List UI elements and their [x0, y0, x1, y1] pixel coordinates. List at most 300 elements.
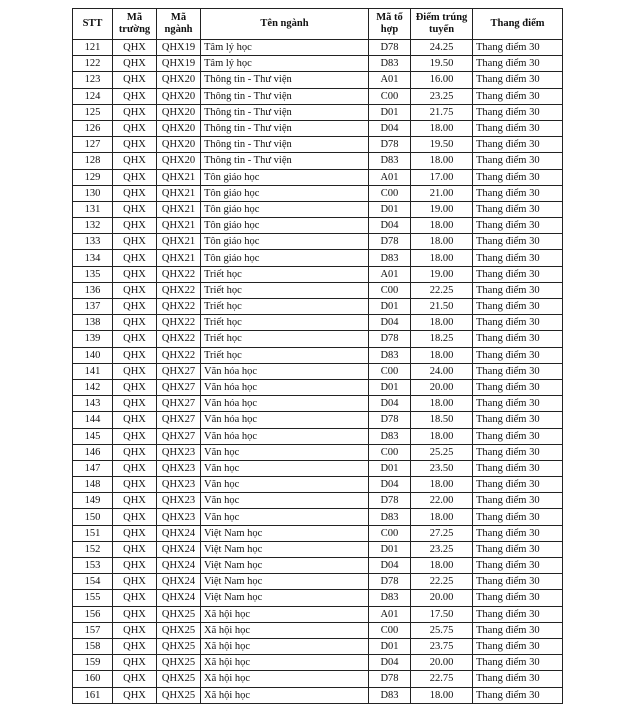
table-row: [73, 655, 563, 671]
cell-admission-score: 22.25: [411, 282, 473, 298]
table-row: [73, 412, 563, 428]
cell-score-scale: Thang điểm 30: [473, 477, 563, 493]
cell-subject-group: A01: [369, 606, 411, 622]
cell-subject-group: D78: [369, 234, 411, 250]
table-row: [73, 477, 563, 493]
cell-major-code: QHX24: [157, 541, 201, 557]
cell-major-code: QHX24: [157, 525, 201, 541]
cell-score-scale: Thang điểm 30: [473, 558, 563, 574]
cell-stt: 126: [73, 120, 113, 136]
cell-major-name: Xã hội học: [201, 687, 369, 703]
cell-school-code: QHX: [113, 250, 157, 266]
cell-major-name: Thông tin - Thư viện: [201, 137, 369, 153]
cell-score-scale: Thang điểm 30: [473, 266, 563, 282]
cell-stt: 140: [73, 347, 113, 363]
table-row: [73, 250, 563, 266]
cell-major-code: QHX27: [157, 379, 201, 395]
table-row: [73, 299, 563, 315]
cell-subject-group: D01: [369, 379, 411, 395]
cell-subject-group: D83: [369, 509, 411, 525]
cell-major-name: Văn học: [201, 444, 369, 460]
cell-major-code: QHX21: [157, 169, 201, 185]
cell-major-name: Triết học: [201, 347, 369, 363]
cell-admission-score: 19.00: [411, 266, 473, 282]
cell-major-name: Văn hóa học: [201, 428, 369, 444]
cell-admission-score: 18.00: [411, 558, 473, 574]
cell-school-code: QHX: [113, 153, 157, 169]
cell-school-code: QHX: [113, 638, 157, 654]
cell-admission-score: 18.00: [411, 396, 473, 412]
cell-major-code: QHX23: [157, 493, 201, 509]
cell-major-code: QHX23: [157, 444, 201, 460]
cell-score-scale: Thang điểm 30: [473, 509, 563, 525]
table-row: [73, 120, 563, 136]
cell-admission-score: 23.50: [411, 460, 473, 476]
cell-admission-score: 18.00: [411, 218, 473, 234]
cell-major-name: Xã hội học: [201, 655, 369, 671]
cell-admission-score: 16.00: [411, 72, 473, 88]
cell-major-code: QHX22: [157, 315, 201, 331]
cell-major-code: QHX19: [157, 56, 201, 72]
cell-major-name: Xã hội học: [201, 606, 369, 622]
cell-major-code: QHX20: [157, 120, 201, 136]
cell-school-code: QHX: [113, 40, 157, 56]
cell-major-code: QHX23: [157, 509, 201, 525]
table-body: [73, 40, 563, 704]
cell-stt: 125: [73, 104, 113, 120]
cell-subject-group: D83: [369, 347, 411, 363]
cell-school-code: QHX: [113, 379, 157, 395]
cell-school-code: QHX: [113, 282, 157, 298]
cell-admission-score: 21.75: [411, 104, 473, 120]
cell-major-code: QHX24: [157, 590, 201, 606]
cell-score-scale: Thang điểm 30: [473, 72, 563, 88]
cell-school-code: QHX: [113, 509, 157, 525]
cell-score-scale: Thang điểm 30: [473, 315, 563, 331]
table-row: [73, 282, 563, 298]
cell-score-scale: Thang điểm 30: [473, 606, 563, 622]
cell-major-code: QHX25: [157, 655, 201, 671]
cell-major-name: Văn hóa học: [201, 363, 369, 379]
cell-subject-group: D04: [369, 120, 411, 136]
cell-major-code: QHX25: [157, 687, 201, 703]
cell-stt: 128: [73, 153, 113, 169]
cell-school-code: QHX: [113, 234, 157, 250]
header-major-name: Tên ngành: [201, 9, 369, 40]
cell-major-name: Văn học: [201, 509, 369, 525]
cell-admission-score: 25.75: [411, 622, 473, 638]
header-score-scale: Thang điểm: [473, 9, 563, 40]
cell-major-name: Thông tin - Thư viện: [201, 120, 369, 136]
table-row: [73, 460, 563, 476]
cell-major-name: Xã hội học: [201, 638, 369, 654]
cell-score-scale: Thang điểm 30: [473, 137, 563, 153]
cell-subject-group: D01: [369, 104, 411, 120]
cell-score-scale: Thang điểm 30: [473, 56, 563, 72]
cell-major-name: Tôn giáo học: [201, 250, 369, 266]
cell-subject-group: D01: [369, 299, 411, 315]
cell-stt: 156: [73, 606, 113, 622]
cell-score-scale: Thang điểm 30: [473, 590, 563, 606]
table-row: [73, 444, 563, 460]
cell-stt: 129: [73, 169, 113, 185]
cell-score-scale: Thang điểm 30: [473, 153, 563, 169]
cell-school-code: QHX: [113, 444, 157, 460]
cell-subject-group: C00: [369, 282, 411, 298]
cell-major-name: Tâm lý học: [201, 56, 369, 72]
cell-school-code: QHX: [113, 218, 157, 234]
cell-admission-score: 18.00: [411, 250, 473, 266]
cell-major-code: QHX25: [157, 638, 201, 654]
cell-subject-group: D78: [369, 331, 411, 347]
cell-stt: 134: [73, 250, 113, 266]
cell-stt: 154: [73, 574, 113, 590]
cell-admission-score: 24.25: [411, 40, 473, 56]
cell-subject-group: D83: [369, 428, 411, 444]
cell-admission-score: 19.50: [411, 56, 473, 72]
cell-major-code: QHX20: [157, 72, 201, 88]
cell-stt: 160: [73, 671, 113, 687]
table-row: [73, 266, 563, 282]
cell-major-name: Triết học: [201, 266, 369, 282]
cell-admission-score: 18.00: [411, 509, 473, 525]
cell-admission-score: 25.25: [411, 444, 473, 460]
cell-stt: 146: [73, 444, 113, 460]
cell-major-name: Việt Nam học: [201, 574, 369, 590]
cell-score-scale: Thang điểm 30: [473, 201, 563, 217]
cell-score-scale: Thang điểm 30: [473, 460, 563, 476]
cell-school-code: QHX: [113, 363, 157, 379]
cell-admission-score: 23.75: [411, 638, 473, 654]
table-row: [73, 363, 563, 379]
cell-subject-group: D83: [369, 153, 411, 169]
cell-subject-group: D78: [369, 574, 411, 590]
cell-score-scale: Thang điểm 30: [473, 379, 563, 395]
cell-stt: 132: [73, 218, 113, 234]
cell-admission-score: 18.00: [411, 347, 473, 363]
cell-admission-score: 21.00: [411, 185, 473, 201]
table-row: [73, 137, 563, 153]
table-row: [73, 153, 563, 169]
cell-school-code: QHX: [113, 460, 157, 476]
cell-subject-group: D78: [369, 137, 411, 153]
table-row: [73, 218, 563, 234]
cell-subject-group: C00: [369, 363, 411, 379]
cell-score-scale: Thang điểm 30: [473, 104, 563, 120]
cell-stt: 136: [73, 282, 113, 298]
table-row: [73, 509, 563, 525]
cell-score-scale: Thang điểm 30: [473, 396, 563, 412]
cell-major-name: Xã hội học: [201, 622, 369, 638]
table-row: [73, 638, 563, 654]
cell-subject-group: D83: [369, 56, 411, 72]
cell-major-code: QHX27: [157, 428, 201, 444]
cell-school-code: QHX: [113, 655, 157, 671]
cell-school-code: QHX: [113, 558, 157, 574]
cell-stt: 123: [73, 72, 113, 88]
cell-school-code: QHX: [113, 622, 157, 638]
cell-major-code: QHX24: [157, 558, 201, 574]
cell-major-code: QHX22: [157, 299, 201, 315]
cell-major-name: Thông tin - Thư viện: [201, 88, 369, 104]
table-row: [73, 622, 563, 638]
table-row: [73, 169, 563, 185]
table-row: [73, 541, 563, 557]
cell-stt: 142: [73, 379, 113, 395]
cell-major-name: Triết học: [201, 331, 369, 347]
cell-subject-group: A01: [369, 266, 411, 282]
cell-subject-group: D01: [369, 460, 411, 476]
cell-stt: 139: [73, 331, 113, 347]
cell-stt: 159: [73, 655, 113, 671]
cell-subject-group: A01: [369, 72, 411, 88]
cell-stt: 155: [73, 590, 113, 606]
cell-score-scale: Thang điểm 30: [473, 412, 563, 428]
table-row: [73, 185, 563, 201]
cell-major-code: QHX27: [157, 412, 201, 428]
cell-score-scale: Thang điểm 30: [473, 299, 563, 315]
cell-admission-score: 17.00: [411, 169, 473, 185]
cell-score-scale: Thang điểm 30: [473, 363, 563, 379]
cell-stt: 144: [73, 412, 113, 428]
cell-subject-group: D04: [369, 396, 411, 412]
cell-score-scale: Thang điểm 30: [473, 444, 563, 460]
cell-major-code: QHX22: [157, 282, 201, 298]
cell-major-code: QHX21: [157, 250, 201, 266]
cell-school-code: QHX: [113, 687, 157, 703]
cell-stt: 149: [73, 493, 113, 509]
cell-school-code: QHX: [113, 606, 157, 622]
cell-school-code: QHX: [113, 493, 157, 509]
cell-major-code: QHX27: [157, 363, 201, 379]
cell-major-name: Văn học: [201, 493, 369, 509]
table-row: [73, 606, 563, 622]
cell-major-code: QHX20: [157, 88, 201, 104]
cell-admission-score: 18.00: [411, 687, 473, 703]
header-school-code: Mã trường: [113, 9, 157, 40]
cell-subject-group: C00: [369, 185, 411, 201]
cell-stt: 122: [73, 56, 113, 72]
cell-major-name: Văn hóa học: [201, 396, 369, 412]
cell-admission-score: 27.25: [411, 525, 473, 541]
cell-stt: 127: [73, 137, 113, 153]
cell-score-scale: Thang điểm 30: [473, 525, 563, 541]
cell-score-scale: Thang điểm 30: [473, 493, 563, 509]
cell-school-code: QHX: [113, 56, 157, 72]
cell-major-code: QHX24: [157, 574, 201, 590]
table-row: [73, 315, 563, 331]
cell-score-scale: Thang điểm 30: [473, 347, 563, 363]
cell-major-name: Triết học: [201, 315, 369, 331]
cell-admission-score: 24.00: [411, 363, 473, 379]
table-row: [73, 40, 563, 56]
cell-school-code: QHX: [113, 525, 157, 541]
cell-school-code: QHX: [113, 104, 157, 120]
table-row: [73, 104, 563, 120]
cell-stt: 143: [73, 396, 113, 412]
cell-stt: 121: [73, 40, 113, 56]
cell-major-name: Triết học: [201, 299, 369, 315]
header-major-code: Mã ngành: [157, 9, 201, 40]
cell-major-name: Tôn giáo học: [201, 185, 369, 201]
cell-major-name: Việt Nam học: [201, 558, 369, 574]
table-row: [73, 201, 563, 217]
cell-major-name: Xã hội học: [201, 671, 369, 687]
table-row: [73, 558, 563, 574]
cell-score-scale: Thang điểm 30: [473, 88, 563, 104]
cell-stt: 135: [73, 266, 113, 282]
cell-major-code: QHX22: [157, 266, 201, 282]
cell-school-code: QHX: [113, 574, 157, 590]
table-row: [73, 428, 563, 444]
cell-subject-group: C00: [369, 88, 411, 104]
cell-admission-score: 17.50: [411, 606, 473, 622]
cell-stt: 158: [73, 638, 113, 654]
cell-admission-score: 18.00: [411, 120, 473, 136]
cell-subject-group: C00: [369, 622, 411, 638]
cell-major-name: Văn học: [201, 460, 369, 476]
cell-admission-score: 18.50: [411, 412, 473, 428]
header-subject-group: Mã tổ hợp: [369, 9, 411, 40]
cell-subject-group: D83: [369, 250, 411, 266]
cell-stt: 124: [73, 88, 113, 104]
cell-admission-score: 18.00: [411, 234, 473, 250]
cell-score-scale: Thang điểm 30: [473, 428, 563, 444]
cell-score-scale: Thang điểm 30: [473, 574, 563, 590]
cell-major-name: Tôn giáo học: [201, 201, 369, 217]
cell-score-scale: Thang điểm 30: [473, 169, 563, 185]
cell-stt: 150: [73, 509, 113, 525]
cell-stt: 153: [73, 558, 113, 574]
cell-major-name: Tôn giáo học: [201, 218, 369, 234]
cell-admission-score: 23.25: [411, 88, 473, 104]
cell-school-code: QHX: [113, 396, 157, 412]
cell-stt: 133: [73, 234, 113, 250]
cell-score-scale: Thang điểm 30: [473, 250, 563, 266]
cell-admission-score: 23.25: [411, 541, 473, 557]
cell-subject-group: D83: [369, 590, 411, 606]
table-row: [73, 88, 563, 104]
cell-school-code: QHX: [113, 185, 157, 201]
table-row: [73, 331, 563, 347]
cell-subject-group: D04: [369, 655, 411, 671]
cell-score-scale: Thang điểm 30: [473, 40, 563, 56]
cell-major-name: Thông tin - Thư viện: [201, 104, 369, 120]
table-row: [73, 396, 563, 412]
cell-school-code: QHX: [113, 671, 157, 687]
cell-admission-score: 19.00: [411, 201, 473, 217]
cell-score-scale: Thang điểm 30: [473, 282, 563, 298]
cell-admission-score: 20.00: [411, 379, 473, 395]
cell-stt: 151: [73, 525, 113, 541]
cell-subject-group: D78: [369, 671, 411, 687]
cell-school-code: QHX: [113, 201, 157, 217]
cell-score-scale: Thang điểm 30: [473, 622, 563, 638]
cell-school-code: QHX: [113, 412, 157, 428]
table-row: [73, 574, 563, 590]
header-stt: STT: [73, 9, 113, 40]
cell-subject-group: D01: [369, 541, 411, 557]
cell-score-scale: Thang điểm 30: [473, 687, 563, 703]
table-row: [73, 379, 563, 395]
cell-school-code: QHX: [113, 590, 157, 606]
table-row: [73, 56, 563, 72]
cell-school-code: QHX: [113, 72, 157, 88]
cell-major-name: Việt Nam học: [201, 541, 369, 557]
cell-subject-group: D04: [369, 218, 411, 234]
cell-major-code: QHX20: [157, 104, 201, 120]
cell-subject-group: D78: [369, 493, 411, 509]
cell-school-code: QHX: [113, 120, 157, 136]
cell-stt: 138: [73, 315, 113, 331]
cell-subject-group: A01: [369, 169, 411, 185]
table-row: [73, 234, 563, 250]
cell-subject-group: D78: [369, 40, 411, 56]
cell-admission-score: 20.00: [411, 590, 473, 606]
cell-admission-score: 18.25: [411, 331, 473, 347]
cell-major-code: QHX25: [157, 622, 201, 638]
cell-subject-group: D04: [369, 477, 411, 493]
cell-stt: 141: [73, 363, 113, 379]
cell-subject-group: D01: [369, 638, 411, 654]
cell-stt: 130: [73, 185, 113, 201]
cell-school-code: QHX: [113, 266, 157, 282]
cell-major-code: QHX21: [157, 201, 201, 217]
table-row: [73, 590, 563, 606]
cell-score-scale: Thang điểm 30: [473, 671, 563, 687]
document-page: [72, 8, 562, 704]
cell-school-code: QHX: [113, 428, 157, 444]
cell-major-name: Văn hóa học: [201, 412, 369, 428]
cell-subject-group: D04: [369, 315, 411, 331]
table-row: [73, 525, 563, 541]
cell-school-code: QHX: [113, 169, 157, 185]
cell-subject-group: D78: [369, 412, 411, 428]
table-row: [73, 687, 563, 703]
table-row: [73, 72, 563, 88]
table-row: [73, 347, 563, 363]
cell-stt: 148: [73, 477, 113, 493]
cell-school-code: QHX: [113, 315, 157, 331]
cell-admission-score: 18.00: [411, 477, 473, 493]
cell-major-code: QHX22: [157, 331, 201, 347]
cell-major-code: QHX21: [157, 218, 201, 234]
table-row: [73, 671, 563, 687]
cell-major-name: Thông tin - Thư viện: [201, 153, 369, 169]
cell-admission-score: 19.50: [411, 137, 473, 153]
cell-admission-score: 21.50: [411, 299, 473, 315]
cell-admission-score: 22.75: [411, 671, 473, 687]
cell-admission-score: 22.00: [411, 493, 473, 509]
cell-major-code: QHX20: [157, 153, 201, 169]
cell-major-name: Tôn giáo học: [201, 234, 369, 250]
cell-stt: 147: [73, 460, 113, 476]
admission-score-table: [72, 8, 563, 704]
cell-major-code: QHX23: [157, 477, 201, 493]
cell-score-scale: Thang điểm 30: [473, 541, 563, 557]
cell-school-code: QHX: [113, 477, 157, 493]
cell-admission-score: 18.00: [411, 428, 473, 444]
cell-major-name: Tôn giáo học: [201, 169, 369, 185]
cell-stt: 131: [73, 201, 113, 217]
cell-score-scale: Thang điểm 30: [473, 331, 563, 347]
cell-stt: 157: [73, 622, 113, 638]
cell-major-code: QHX21: [157, 185, 201, 201]
cell-school-code: QHX: [113, 541, 157, 557]
cell-school-code: QHX: [113, 331, 157, 347]
cell-major-code: QHX23: [157, 460, 201, 476]
cell-major-name: Văn học: [201, 477, 369, 493]
